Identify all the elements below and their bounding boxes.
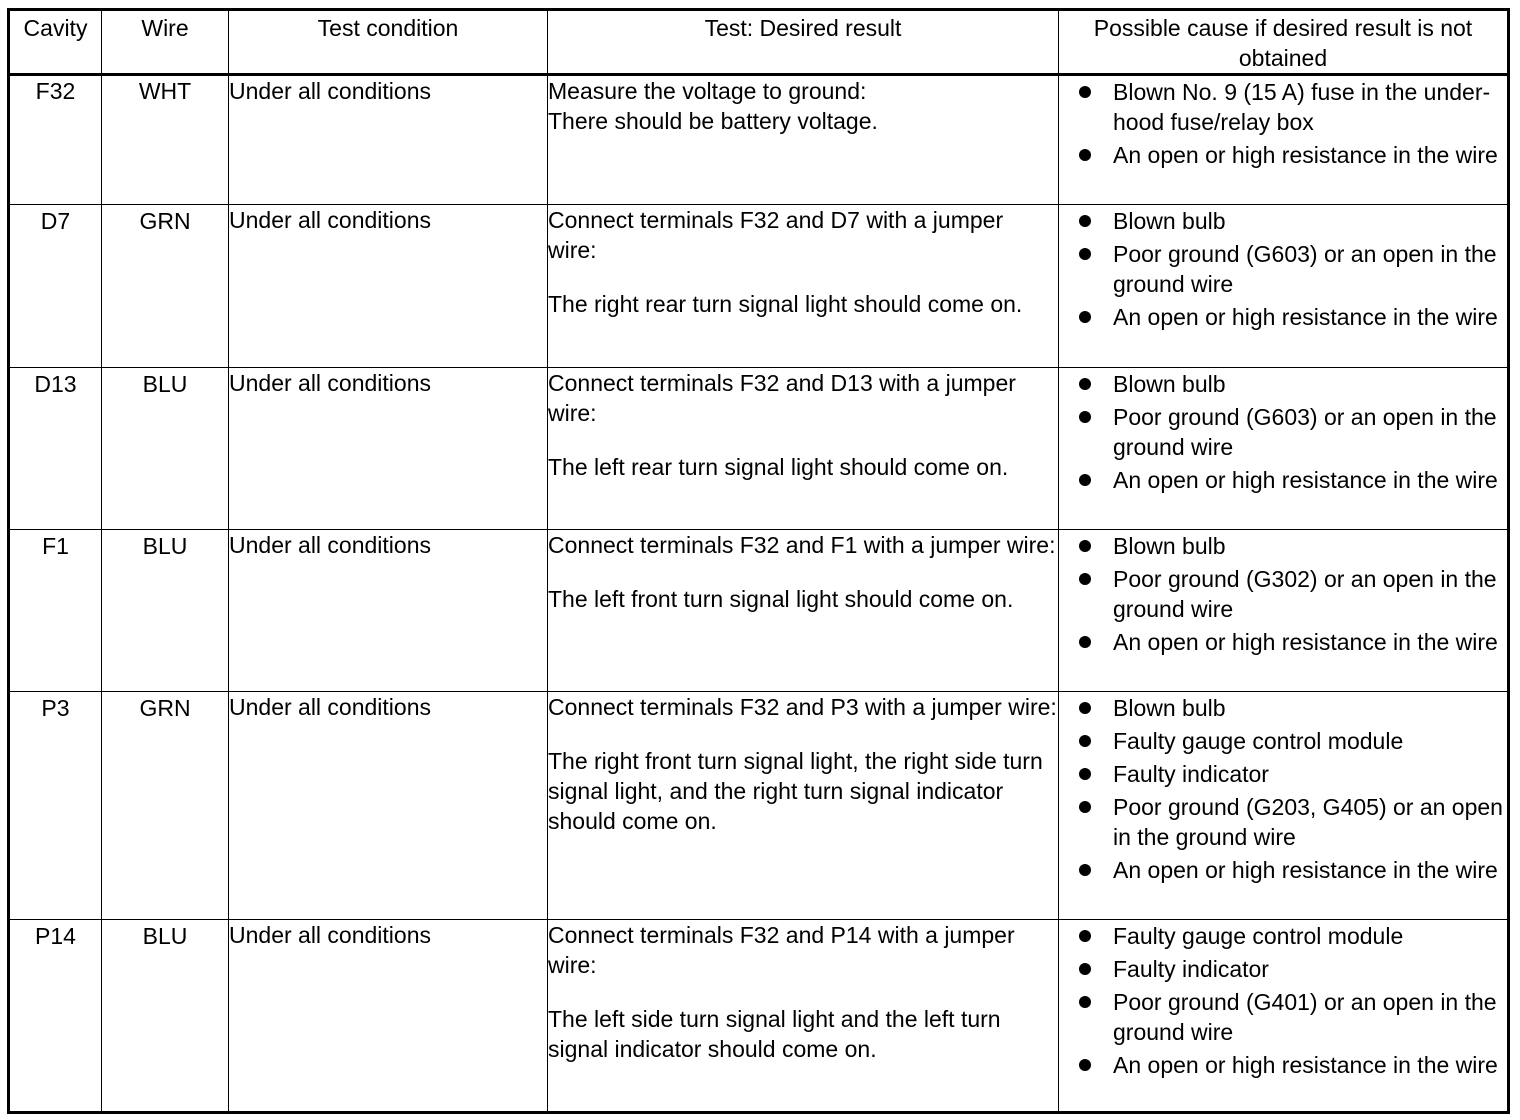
cell-desired-result [548, 920, 1059, 1113]
cause-item [1079, 759, 1505, 789]
table-row [9, 75, 1509, 205]
cause-item [1079, 140, 1505, 170]
cell-cavity: P3 [9, 692, 102, 920]
result-paragraph: The left side turn signal light and the left turn signal indicator should come on. [548, 1006, 1001, 1062]
cell-desired-result [548, 368, 1059, 530]
cause-text: An open or high resistance in the wire [1113, 1052, 1498, 1078]
cause-text: An open or high resistance in the wire [1113, 629, 1498, 655]
table-row [9, 920, 1509, 1113]
result-paragraph: The left rear turn signal light should come on. [548, 454, 1009, 480]
bullet-icon [1079, 86, 1091, 98]
bullet-icon [1079, 311, 1091, 323]
header-possible-cause: Possible cause if desired result is not obtained [1059, 10, 1509, 75]
result-paragraph: Measure the voltage to ground: There should be battery voltage. [548, 78, 878, 134]
cause-text: An open or high resistance in the wire [1113, 857, 1498, 883]
cause-text: Poor ground (G603) or an open in the ground wire [1113, 404, 1497, 460]
bullet-icon [1079, 1059, 1091, 1071]
header-test-condition: Test condition [229, 10, 548, 75]
terminal-test-table [7, 8, 1510, 1114]
cause-item [1079, 564, 1505, 624]
cause-item [1079, 693, 1505, 723]
bullet-icon [1079, 636, 1091, 648]
bullet-icon [1079, 801, 1091, 813]
bullet-icon [1079, 378, 1091, 390]
cause-item [1079, 531, 1505, 561]
cause-text: Poor ground (G203, G405) or an open in the ground wire [1113, 794, 1503, 850]
cause-item [1079, 239, 1505, 299]
cell-cavity: D13 [9, 368, 102, 530]
cause-text: Poor ground (G401) or an open in the ground wire [1113, 989, 1497, 1045]
cause-text: An open or high resistance in the wire [1113, 304, 1498, 330]
cause-item [1079, 627, 1505, 657]
result-paragraph: Connect terminals F32 and F1 with a jumper wire: [548, 532, 1056, 558]
cause-item [1079, 921, 1505, 951]
cause-text: An open or high resistance in the wire [1113, 142, 1498, 168]
cause-text: Faulty indicator [1113, 761, 1269, 787]
cause-text: Blown bulb [1113, 371, 1226, 397]
cell-test-condition: Under all conditions [229, 75, 548, 205]
cause-item [1079, 855, 1505, 885]
cause-item [1079, 726, 1505, 756]
cell-wire: BLU [102, 368, 229, 530]
cause-text: Blown bulb [1113, 533, 1226, 559]
cause-text: An open or high resistance in the wire [1113, 467, 1498, 493]
cause-item [1079, 77, 1505, 137]
result-paragraph: Connect terminals F32 and P14 with a jumper wire: [548, 922, 1015, 978]
cell-test-condition: Under all conditions [229, 692, 548, 920]
table-row [9, 692, 1509, 920]
result-paragraph: Connect terminals F32 and P3 with a jumper wire: [548, 694, 1057, 720]
result-paragraph: The right rear turn signal light should come on. [548, 291, 1023, 317]
cause-item [1079, 369, 1505, 399]
cause-text: Faulty indicator [1113, 956, 1269, 982]
cell-wire: BLU [102, 920, 229, 1113]
cell-desired-result [548, 530, 1059, 692]
cell-possible-cause [1059, 368, 1509, 530]
result-paragraph: Connect terminals F32 and D13 with a jumper wire: [548, 370, 1016, 426]
bullet-icon [1079, 963, 1091, 975]
cause-item [1079, 302, 1505, 332]
cause-list [1059, 205, 1507, 332]
cell-cavity: D7 [9, 205, 102, 368]
cell-cavity: F32 [9, 75, 102, 205]
cause-list [1059, 368, 1507, 495]
cause-list [1059, 920, 1507, 1080]
table-row [9, 530, 1509, 692]
bullet-icon [1079, 768, 1091, 780]
cause-text: Faulty gauge control module [1113, 923, 1404, 949]
cause-item [1079, 987, 1505, 1047]
cell-desired-result [548, 692, 1059, 920]
cell-possible-cause [1059, 75, 1509, 205]
cell-wire: GRN [102, 205, 229, 368]
cause-item [1079, 465, 1505, 495]
result-paragraph: Connect terminals F32 and D7 with a jumper wire: [548, 207, 1004, 263]
bullet-icon [1079, 474, 1091, 486]
cell-possible-cause [1059, 920, 1509, 1113]
cause-item [1079, 206, 1505, 236]
table-row [9, 368, 1509, 530]
cause-list [1059, 76, 1507, 170]
table-row [9, 205, 1509, 368]
cause-list [1059, 530, 1507, 657]
cause-text: Poor ground (G603) or an open in the ground wire [1113, 241, 1497, 297]
cell-possible-cause [1059, 205, 1509, 368]
cell-test-condition: Under all conditions [229, 368, 548, 530]
bullet-icon [1079, 573, 1091, 585]
cause-item [1079, 402, 1505, 462]
cause-text: Poor ground (G302) or an open in the ground wire [1113, 566, 1497, 622]
cell-cavity: P14 [9, 920, 102, 1113]
cell-possible-cause [1059, 692, 1509, 920]
cause-text: Blown No. 9 (15 A) fuse in the under-hood fuse/relay box [1113, 79, 1491, 135]
header-cavity: Cavity [9, 10, 102, 75]
bullet-icon [1079, 149, 1091, 161]
header-wire: Wire [102, 10, 229, 75]
bullet-icon [1079, 540, 1091, 552]
bullet-icon [1079, 864, 1091, 876]
cell-cavity: F1 [9, 530, 102, 692]
bullet-icon [1079, 702, 1091, 714]
cause-text: Blown bulb [1113, 208, 1226, 234]
cause-item [1079, 954, 1505, 984]
cell-wire: GRN [102, 692, 229, 920]
cell-possible-cause [1059, 530, 1509, 692]
cause-item [1079, 792, 1505, 852]
cause-item [1079, 1050, 1505, 1080]
bullet-icon [1079, 411, 1091, 423]
header-desired-result: Test: Desired result [548, 10, 1059, 75]
cell-wire: BLU [102, 530, 229, 692]
cell-desired-result [548, 75, 1059, 205]
cell-test-condition: Under all conditions [229, 530, 548, 692]
bullet-icon [1079, 930, 1091, 942]
cause-list [1059, 692, 1507, 885]
cause-text: Faulty gauge control module [1113, 728, 1404, 754]
cell-test-condition: Under all conditions [229, 920, 548, 1113]
bullet-icon [1079, 248, 1091, 260]
table-body [9, 75, 1509, 1113]
header-row [9, 10, 1509, 75]
result-paragraph: The left front turn signal light should come on. [548, 586, 1014, 612]
result-paragraph: The right front turn signal light, the right side turn signal light, and the right turn signal indicator should come on. [548, 748, 1043, 834]
bullet-icon [1079, 735, 1091, 747]
cell-test-condition: Under all conditions [229, 205, 548, 368]
bullet-icon [1079, 996, 1091, 1008]
cell-desired-result [548, 205, 1059, 368]
cause-text: Blown bulb [1113, 695, 1226, 721]
cell-wire: WHT [102, 75, 229, 205]
bullet-icon [1079, 215, 1091, 227]
